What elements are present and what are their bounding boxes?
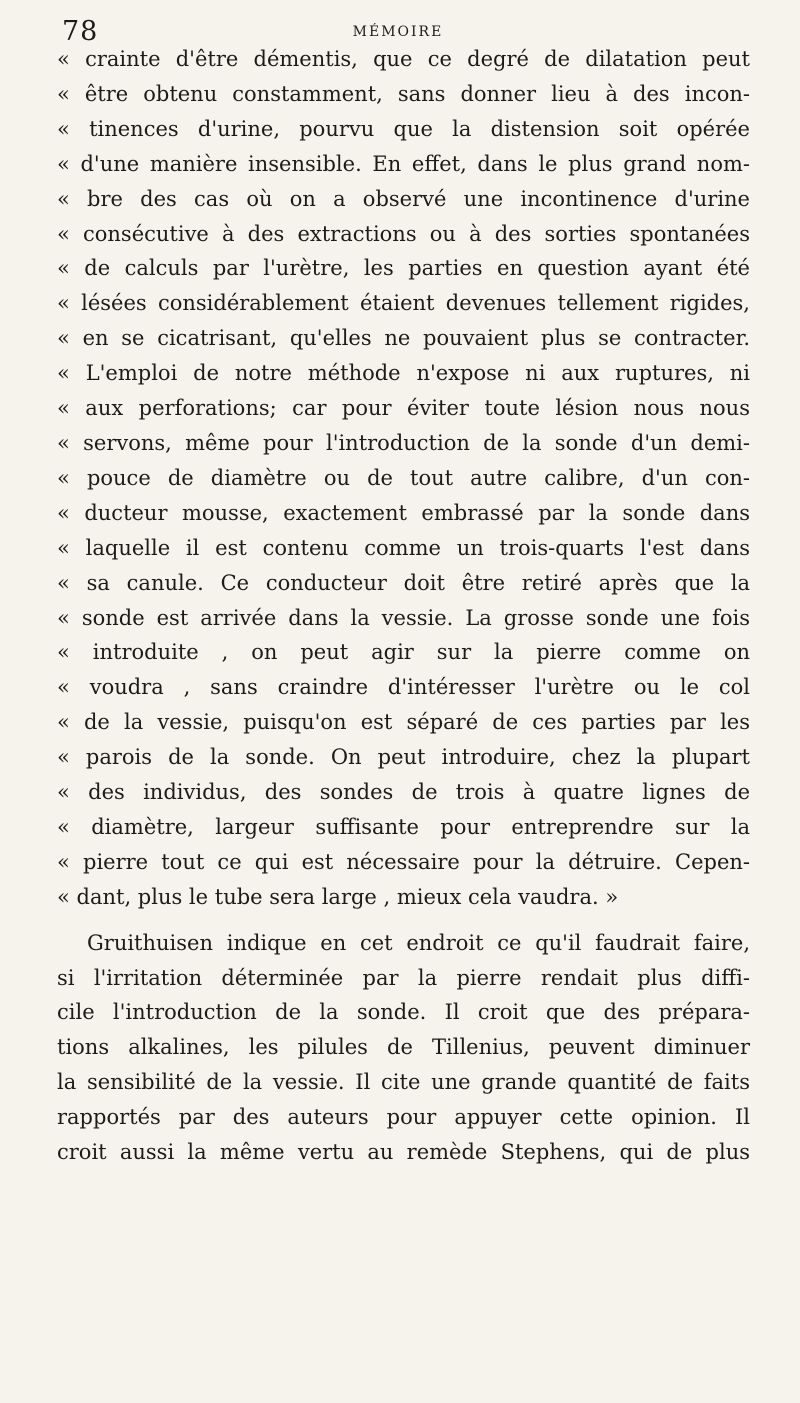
text-line: « consécutive à des extractions ou à des sorties spontanées — [57, 221, 750, 246]
text-line: Gruithuisen indique en cet endroit ce qu'il faudrait faire, — [87, 930, 750, 955]
text-line: « pouce de diamètre ou de tout autre calibre, d'un con- — [57, 465, 750, 490]
text-line: rapportés par des auteurs pour appuyer cette opinion. Il — [57, 1105, 750, 1130]
paragraph-gap — [57, 915, 750, 926]
text-line: tions alkalines, les pilules de Tillenius, peuvent diminuer — [57, 1035, 750, 1060]
text-line: si l'irritation déterminée par la pierre rendait plus diffi- — [57, 965, 750, 990]
text-line: « laquelle il est contenu comme un trois-quarts l'est dans — [57, 535, 750, 560]
body-text — [57, 42, 750, 1170]
text-line: « introduite , on peut agir sur la pierre comme on — [57, 640, 750, 665]
text-line: « diamètre, largeur suffisante pour entreprendre sur la — [57, 814, 750, 839]
text-line: « voudra , sans craindre d'intéresser l'urètre ou le col — [57, 675, 750, 700]
text-line: « des individus, des sondes de trois à quatre lignes de — [57, 780, 750, 805]
text-line: « de la vessie, puisqu'on est séparé de ces parties par les — [57, 710, 750, 735]
text-line: « servons, même pour l'introduction de la sonde d'un demi- — [57, 430, 750, 455]
text-line: « dant, plus le tube sera large , mieux cela vaudra. » — [57, 884, 619, 909]
text-line: « d'une manière insensible. En effet, dans le plus grand nom- — [57, 151, 750, 176]
text-line: la sensibilité de la vessie. Il cite une grande quantité de faits — [57, 1070, 750, 1095]
text-line: « ducteur mousse, exactement embrassé par la sonde dans — [57, 500, 750, 525]
text-line: « crainte d'être démentis, que ce degré de dilatation peut — [57, 47, 750, 71]
quoted-passage — [57, 42, 750, 915]
text-line: « sa canule. Ce conducteur doit être retiré après que la — [57, 570, 750, 595]
text-line: « bre des cas où on a observé une incontinence d'urine — [57, 186, 750, 211]
text-line: « parois de la sonde. On peut introduire, chez la plupart — [57, 745, 750, 770]
text-line: « aux perforations; car pour éviter toute lésion nous nous — [57, 396, 750, 421]
text-line: « de calculs par l'urètre, les parties en question ayant été — [57, 256, 750, 281]
text-line: « être obtenu constamment, sans donner lieu à des incon- — [57, 81, 750, 106]
running-head: MÉMOIRE — [352, 24, 444, 40]
page-number: 78 — [62, 16, 99, 47]
text-line: cile l'introduction de la sonde. Il croit que des prépara- — [57, 1000, 750, 1025]
text-line: « tinences d'urine, pourvu que la distension soit opérée — [57, 116, 750, 141]
text-line: « sonde est arrivée dans la vessie. La grosse sonde une fois — [57, 605, 750, 630]
text-line: « en se cicatrisant, qu'elles ne pouvaient plus se contracter. — [57, 326, 750, 351]
text-line: « pierre tout ce qui est nécessaire pour la détruire. Cepen- — [57, 849, 750, 874]
text-line: « L'emploi de notre méthode n'expose ni aux ruptures, ni — [57, 361, 750, 386]
text-line: « lésées considérablement étaient devenues tellement rigides, — [57, 291, 750, 316]
paragraph — [57, 926, 750, 1170]
text-line: croit aussi la même vertu au remède Stephens, qui de plus — [57, 1140, 750, 1165]
